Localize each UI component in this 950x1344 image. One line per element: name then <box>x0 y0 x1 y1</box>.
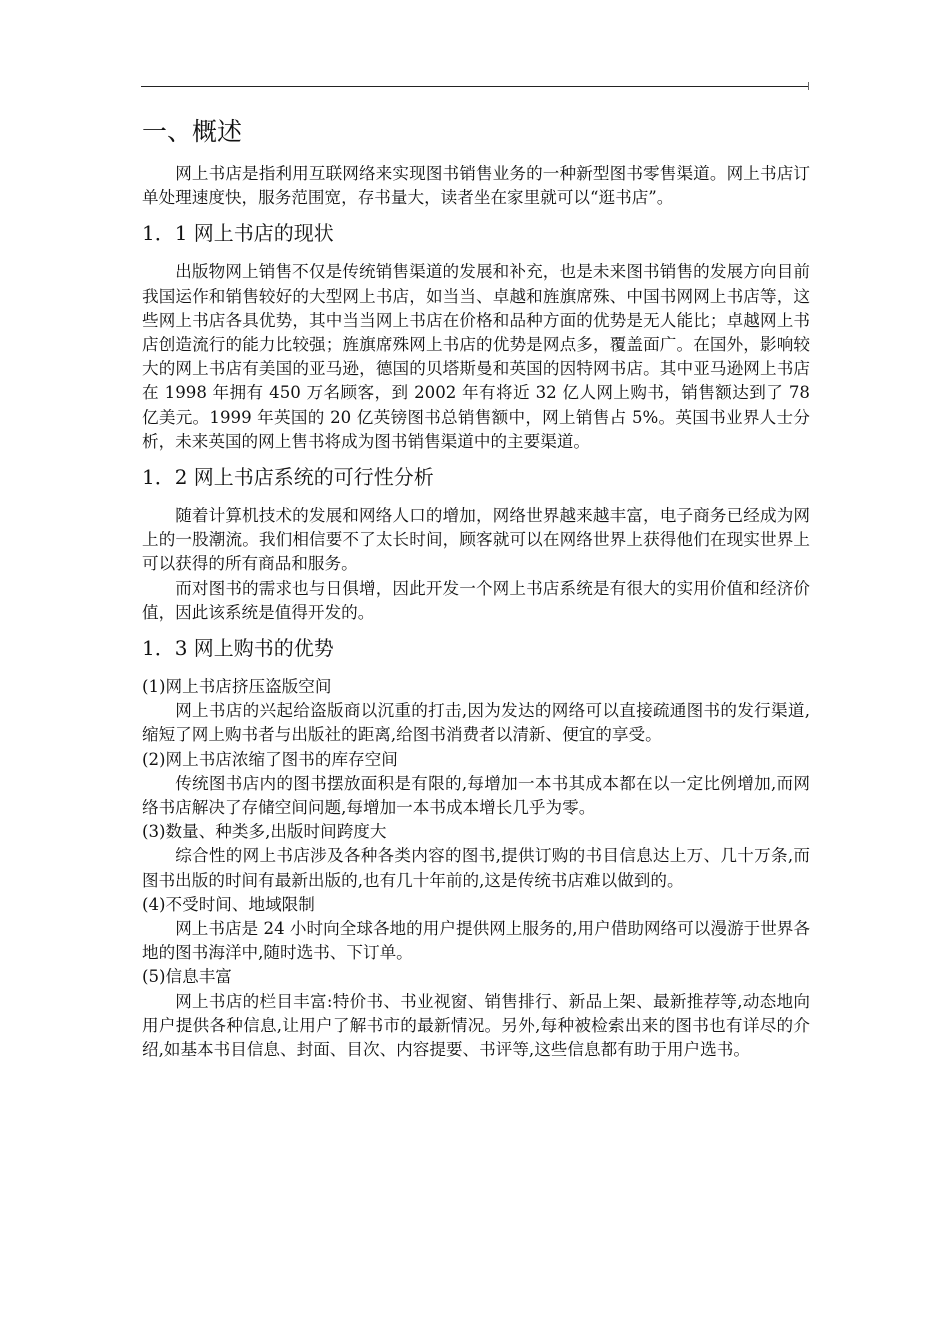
subsection-title-1-1: 1．1 网上书店的现状 <box>142 221 334 246</box>
subsection-title-1-3: 1．3 网上购书的优势 <box>142 636 334 661</box>
subsection-title-1-2: 1．2 网上书店系统的可行性分析 <box>142 465 434 490</box>
list-item-title: (5)信息丰富 <box>142 967 232 987</box>
list-item <box>142 675 810 748</box>
paragraph-current-status: 出版物网上销售不仅是传统销售渠道的发展和补充，也是未来图书销售的发展方向目前我国运作和销售较好的大型网上书店，如当当、卓越和旌旗席殊、中国书网网上书店等，这些网上书店各具优势，其中当当网上书店在价格和品种方面的优势是无人能比；卓越网上书店创造流行的能力比较强；旌旗席殊网上书店的优势是网点多，覆盖面广。在国外，影响较大的网上书店有美国的亚马逊，德国的贝塔斯曼和英国的因特网书店。其中亚马逊网上书店在 1998 年拥有 450 万名顾客，到 2002 年有将近 32 亿人网上购书，销售额达到了 78 亿美元。1999 年英国的 20 亿英镑图书总销售额中，网上销售占 5%。英国书业界人士分析，未来英国的网上售书将成为图书销售渠道中的主要渠道。 <box>142 262 810 451</box>
header-rule <box>141 86 808 87</box>
list-item <box>142 820 810 893</box>
list-item-title: (4)不受时间、地域限制 <box>142 894 315 914</box>
intro-paragraph: 网上书店是指利用互联网络来实现图书销售业务的一种新型图书零售渠道。网上书店订单处理速度快，服务范围宽，存书量大，读者坐在家里就可以“逛书店”。 <box>142 164 810 208</box>
list-item-title: (1)网上书店挤压盗版空间 <box>142 677 332 697</box>
advantages-list <box>142 675 810 1062</box>
list-item-text: 综合性的网上书店涉及各种各类内容的图书,提供订购的书目信息达上万、几十万条,而图书出版的时间有最新出版的,也有几十年前的,这是传统书店难以做到的。 <box>142 846 810 890</box>
list-item-text: 网上书店是 24 小时向全球各地的用户提供网上服务的,用户借助网络可以漫游于世界各地的图书海洋中,随时选书、下订单。 <box>142 919 810 963</box>
header-tick-mark <box>808 82 809 90</box>
document-body <box>142 114 810 1062</box>
paragraph-feasibility-1: 随着计算机技术的发展和网络人口的增加，网络世界越来越丰富，电子商务已经成为网上的一股潮流。我们相信要不了太长时间，顾客就可以在网络世界上获得他们在现实世界上可以获得的所有商品和服务。 <box>142 506 810 574</box>
list-item <box>142 965 810 1062</box>
list-item-text: 传统图书店内的图书摆放面积是有限的,每增加一本书其成本都在以一定比例增加,而网络书店解决了存储空间问题,每增加一本书成本增长几乎为零。 <box>142 773 810 818</box>
list-item <box>142 748 810 821</box>
section-title: 一、概述 <box>142 117 243 146</box>
list-item-title: (2)网上书店浓缩了图书的库存空间 <box>142 749 398 769</box>
list-item-title: (3)数量、种类多,出版时间跨度大 <box>142 822 387 842</box>
list-item-text: 网上书店的栏目丰富:特价书、书业视窗、销售排行、新品上架、最新推荐等,动态地向用户提供各种信息,让用户了解书市的最新情况。另外,每种被检索出来的图书也有详尽的介绍,如基本书目信息、封面、目次、内容提要、书评等,这些信息都有助于用户选书。 <box>142 991 810 1060</box>
list-item-text: 网上书店的兴起给盗版商以沉重的打击,因为发达的网络可以直接疏通图书的发行渠道,缩短了网上购书者与出版社的距离,给图书消费者以清新、便宜的享受。 <box>142 701 810 745</box>
paragraph-feasibility-2: 而对图书的需求也与日俱增，因此开发一个网上书店系统是有很大的实用价值和经济价值，因此该系统是值得开发的。 <box>142 578 810 622</box>
list-item <box>142 893 810 966</box>
